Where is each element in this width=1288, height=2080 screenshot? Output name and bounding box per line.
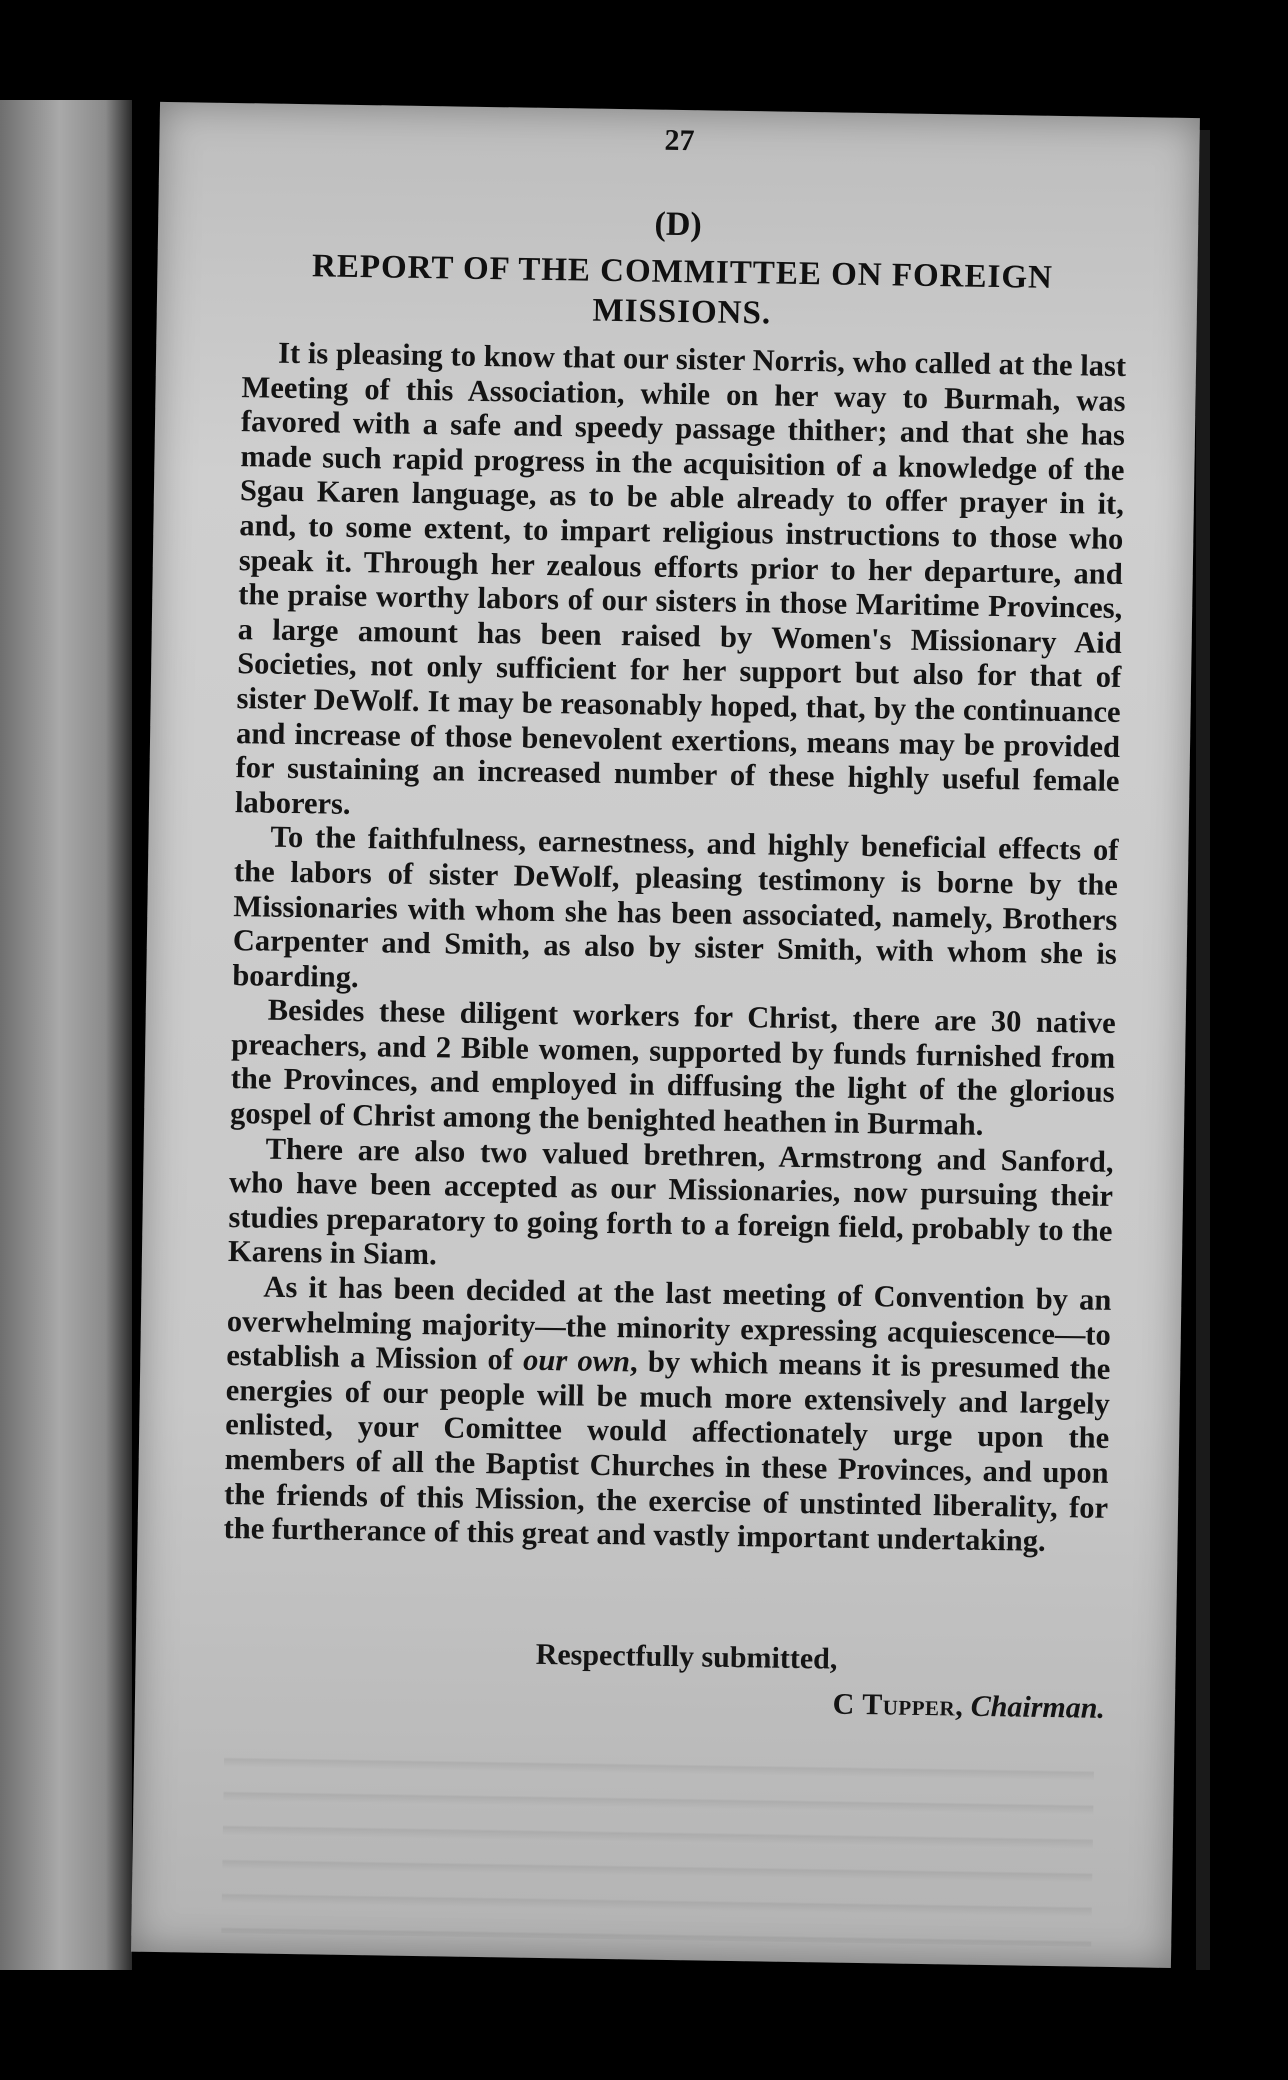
section-marker: (D) [654, 205, 703, 244]
signature-name: C Tupper, [832, 1687, 964, 1723]
page-shadow [1196, 130, 1210, 1970]
page-number: 27 [664, 123, 695, 158]
emphasis: our own [522, 1342, 631, 1379]
paragraph: As it has been decided at the last meeting of Convention by an overwhelming majority—the minority expressing acquiescence—to establish a Mission of our own, by which means it is presumed the energies of our people will be much more extensively and largely enlisted, your Comittee would affectionately urge upon the members of all the Baptist Churches in these Provinces, and upon the friends of this Mission, the exercise of unstinted liberality, for the furtherance of this great and vastly important undertaking. [223, 1269, 1112, 1559]
paragraph: Besides these diligent workers for Christ, there are 30 native preachers, and 2 Bible women, supported by funds furnished from the Provinces, and employed in diffusing the light of the glorious gospel of Christ among the benighted heathen in Burmah. [229, 992, 1116, 1142]
show-through-text [221, 1733, 1094, 1947]
paragraph: It is pleasing to know that our sister Norris, who called at the last Meeting of this Association, while on her way to Burmah, was favored with a safe and speedy passage thither; and that she has made such rapid progress in the acquisition of a knowledge of the Sgau Karen language, as to be able already to offer prayer in it, and, to some extent, to impart religious instructions to those who speak it. Through her zealous efforts prior to her departure, and the praise worthy labors of our sisters in those Maritime Provinces, a large amount has been raised by Women's Missionary Aid Societies, not only sufficient for her support but also for that of sister DeWolf. It may be reasonably hoped, that, by the continuance and increase of those benevolent exertions, means may be provided for sustaining an increased number of these highly useful female laborers. [234, 335, 1127, 821]
paragraph: To the faithfulness, earnestness, and highly beneficial effects of the labors of sister DeWolf, pleasing testimony is borne by the Missionaries with whom she has been associated, namely, Brothers Carpenter and Smith, as also by sister Smith, with whom she is boarding. [232, 819, 1119, 994]
report-body [223, 335, 1126, 1560]
report-title: REPORT OF THE COMMITTEE ON FOREIGN MISSIONS. [311, 248, 1054, 332]
document-page [131, 102, 1200, 1968]
facing-page-edge [0, 100, 132, 1970]
signoff: Respectfully submitted, [535, 1637, 838, 1676]
signature [832, 1688, 1105, 1726]
paragraph: There are also two valued brethren, Armstrong and Sanford, who have been accepted as our Missionaries, now pursuing their studies preparatory to going forth to a foreign field, probably to the Karens in Siam. [227, 1131, 1114, 1272]
signature-role: Chairman. [970, 1689, 1106, 1725]
